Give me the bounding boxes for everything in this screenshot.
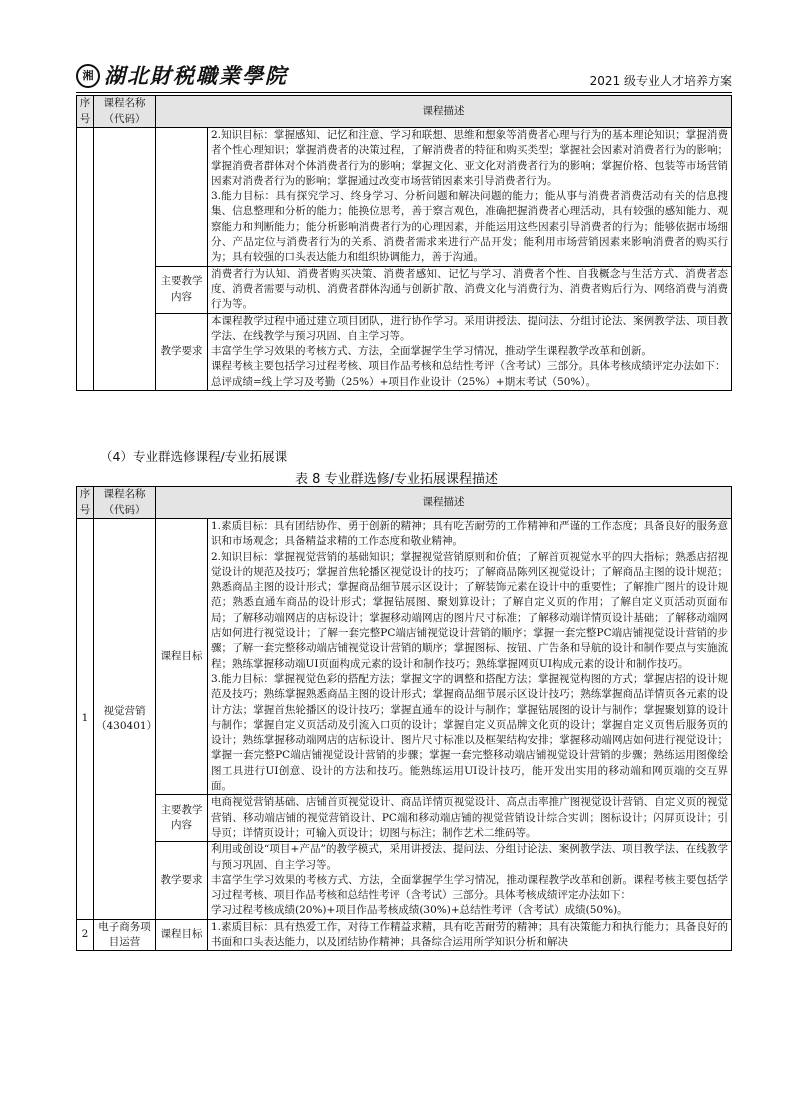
table-row — [77, 919, 732, 951]
school-name: 湖北財税職業學院 — [104, 63, 288, 88]
seq-cell: 1 — [77, 519, 94, 920]
school-logo-icon: 湘 — [76, 64, 100, 88]
desc-cell — [208, 128, 732, 267]
desc-paragraph: 2.知识目标：掌握感知、记忆和注意、学习和联想、思维和想象等消费者心理与行为的基本理论知识；掌握消费者个性心理知识；掌握消费者的决策过程，了解消费者的特征和购买类型；掌握社会因素对消费者行为的影响；掌握消费者群体对个体消费者行为的影响；掌握文化、亚文化对消费者行为的影响；掌握价格、包装等市场营销因素对消费者行为的影响；掌握通过改变市场营销因素来引导消费者行为。 — [211, 129, 728, 187]
table-row — [77, 266, 732, 313]
row-label: 主要教学内容 — [156, 795, 208, 842]
row-label: 课程目标 — [156, 519, 208, 795]
table-header-row — [77, 487, 732, 519]
header-course-desc: 课程描述 — [156, 487, 732, 519]
seq-cell: 2 — [77, 919, 94, 951]
header-course-name: 课程名称（代码） — [94, 96, 156, 128]
desc-paragraph: 1.素质目标：具有团结协作、勇于创新的精神；具有吃苦耐劳的工作精神和严谨的工作态度；具备良好的服务意识和市场观念；具备精益求精的工作态度和敬业精神。 — [211, 520, 728, 548]
plan-title: 2021 级专业人才培养方案 — [589, 74, 732, 88]
desc-paragraph: 消费者行为认知、消费者购买决策、消费者感知、记忆与学习、消费者个性、自我概念与生活方式、消费者态度、消费者需要与动机、消费者群体沟通与创新扩散、消费文化与消费行为、消费者购后行为、网络消费与消费行为等。 — [211, 267, 728, 311]
desc-cell — [208, 266, 732, 313]
page-header — [76, 64, 732, 93]
seq-cell — [77, 128, 94, 391]
table-caption: 表 8 专业群选修/专业拓展课程描述 — [295, 472, 498, 487]
section-heading: （4）专业群选修课程/专业拓展课 — [100, 449, 288, 464]
table-row — [77, 313, 732, 390]
row-label: 教学要求 — [156, 842, 208, 919]
table-row — [77, 842, 732, 919]
desc-cell — [208, 795, 732, 842]
desc-paragraph: 2.知识目标：掌握视觉营销的基础知识；掌握视觉营销原则和价值；了解首页视觉水平的四大指标；熟悉店招视觉设计的规范及技巧；掌握首焦轮播区视觉设计的技巧；了解商品陈列区视觉设计；了解商品主图的设计规范；熟悉商品主图的设计形式；掌握商品细节展示区设计；了解装饰元素在设计中的重要性；了解推广图片的设计规范；熟悉直通车商品的设计形式；掌握钻展图、聚划算设计；了解自定义页的作用；了解自定义页活动页面布局；了解移动端网店的店标设计；掌握移动端网店的图片尺寸标准；了解移动端详情页设计基础；了解移动端网店如何进行视觉设计；了解一套完整PC端店铺视觉设计营销的顺序；掌握一套完整PC端店铺视觉设计营销的步骤；了解一套完整移动端店铺视觉设计营销的顺序；掌握图标、按钮、广告条和导航的设计和制作要点与实施流程；熟练掌握移动端UI页面构成元素的设计和制作技巧；熟练掌握网页UI构成元素的设计和制作技巧。 — [211, 550, 728, 670]
header-seq: 序号 — [77, 96, 94, 128]
desc-cell — [208, 919, 732, 951]
desc-paragraph: 3.能力目标：具有探究学习、终身学习、分析问题和解决问题的能力；能从事与消费者消费活动有关的信息搜集、信息整理和分析的能力；能换位思考，善于察言观色，准确把握消费者心理活动，具有较强的感知能力、观察能力和判断能力；能分析影响消费者行为的心理因素，并能运用这些因素引导消费者的行为；能够依据市场细分、产品定位与消费者行为的关系、消费者需求来进行产品开发；能利用市场营销因素来影响消费者的购买行为；具有较强的口头表达能力和组织协调能力，善于沟通。 — [211, 190, 728, 264]
header-course-desc: 课程描述 — [156, 96, 732, 128]
course-table-continued — [76, 95, 732, 391]
desc-cell — [208, 842, 732, 919]
desc-cell — [208, 313, 732, 390]
desc-paragraph: 本课程教学过程中通过建立项目团队，进行协作学习。采用讲授法、提问法、分组讨论法、案例教学法、项目教学法、在线教学与预习巩固、自主学习等。 — [211, 314, 728, 342]
table-row — [77, 795, 732, 842]
desc-paragraph: 3.能力目标：掌握视觉色彩的搭配方法；掌握文字的调整和搭配方法；掌握视觉构图的方式；掌握店招的设计规范及技巧；熟练掌握熟悉商品主图的设计形式；掌握商品细节展示区设计技巧；熟练掌握商品详情页各元素的设计方法；掌握首焦轮播区的设计技巧；掌握直通车的设计与制作；掌握钻展图的设计与制作；掌握聚划算的设计与制作；掌握自定义页活动及引流入口页的设计；掌握自定义页品牌文化页的设计；掌握自定义页售后服务页的设计；熟练掌握移动端网店的店标设计、图片尺寸标准以及框架结构安排；掌握移动端网店如何进行视觉设计；掌握一套完整PC端店铺视觉设计营销的步骤；掌握一套完整移动端店铺视觉设计营销的步骤；熟练运用图像绘图工具进行UI创意、设计的方法和技巧。能熟练运用UI设计技巧，能开发出实用的移动端和网页端的交互界面。 — [211, 672, 728, 793]
row-label: 教学要求 — [156, 313, 208, 390]
desc-paragraph: 总评成绩=线上学习及考勤（25%）+项目作业设计（25%）+期末考试（50%）。 — [211, 375, 597, 388]
row-label — [156, 128, 208, 267]
desc-paragraph: 利用或创设“项目+产品”的教学模式，采用讲授法、提问法、分组讨论法、案例教学法、项目教学法、在线教学与预习巩固、自主学习等。 — [211, 843, 728, 871]
table-header-row — [77, 96, 732, 128]
header-course-name: 课程名称（代码） — [94, 487, 156, 519]
desc-paragraph: 学习过程考核成绩(20%)+项目作品考核成绩(30%)+总结性考评（含考试）成绩(50%)。 — [211, 904, 628, 917]
table-row — [77, 519, 732, 795]
course-name-cell: 视觉营销（430401） — [94, 519, 156, 920]
course-table-electives — [76, 486, 732, 951]
row-label: 课程目标 — [156, 919, 208, 951]
course-name-cell: 电子商务项目运营 — [94, 919, 156, 951]
header-seq: 序号 — [77, 487, 94, 519]
desc-paragraph: 电商视觉营销基础、店铺首页视觉设计、商品详情页视觉设计、高点击率推广图视觉设计营销、自定义页的视觉营销、移动端店铺的视觉营销设计、PC端和移动端店铺的视觉营销设计综合实训；图标设计；闪屏页设计；引导页；详情页设计；可输入页设计；切图与标注；制作艺术二维码等。 — [211, 796, 728, 839]
desc-paragraph: 丰富学生学习效果的考核方式、方法，全面掌握学生学习情况，推动学生课程教学改革和创新。 — [211, 345, 652, 358]
desc-paragraph: 1.素质目标：具有热爱工作，对待工作精益求精，具有吃苦耐劳的精神；具有决策能力和执行能力；具备良好的书面和口头表达能力，以及团结协作精神；具备综合运用所学知识分析和解决 — [211, 920, 728, 949]
row-label: 主要教学内容 — [156, 266, 208, 313]
desc-paragraph: 课程考核主要包括学习过程考核、项目作品考核和总结性考评（含考试）三部分。具体考核成绩评定办法如下： — [211, 360, 726, 373]
desc-paragraph: 丰富学生学习效果的考核方式、方法，全面掌握学生学习情况，推动课程教学改革和创新。课程考核主要包括学习过程考核、项目作品考核和总结性考评（含考试）三部分。具体考核成绩评定办法如下： — [211, 873, 728, 902]
table-row — [77, 128, 732, 267]
desc-cell — [208, 519, 732, 795]
course-name-cell — [94, 128, 156, 391]
